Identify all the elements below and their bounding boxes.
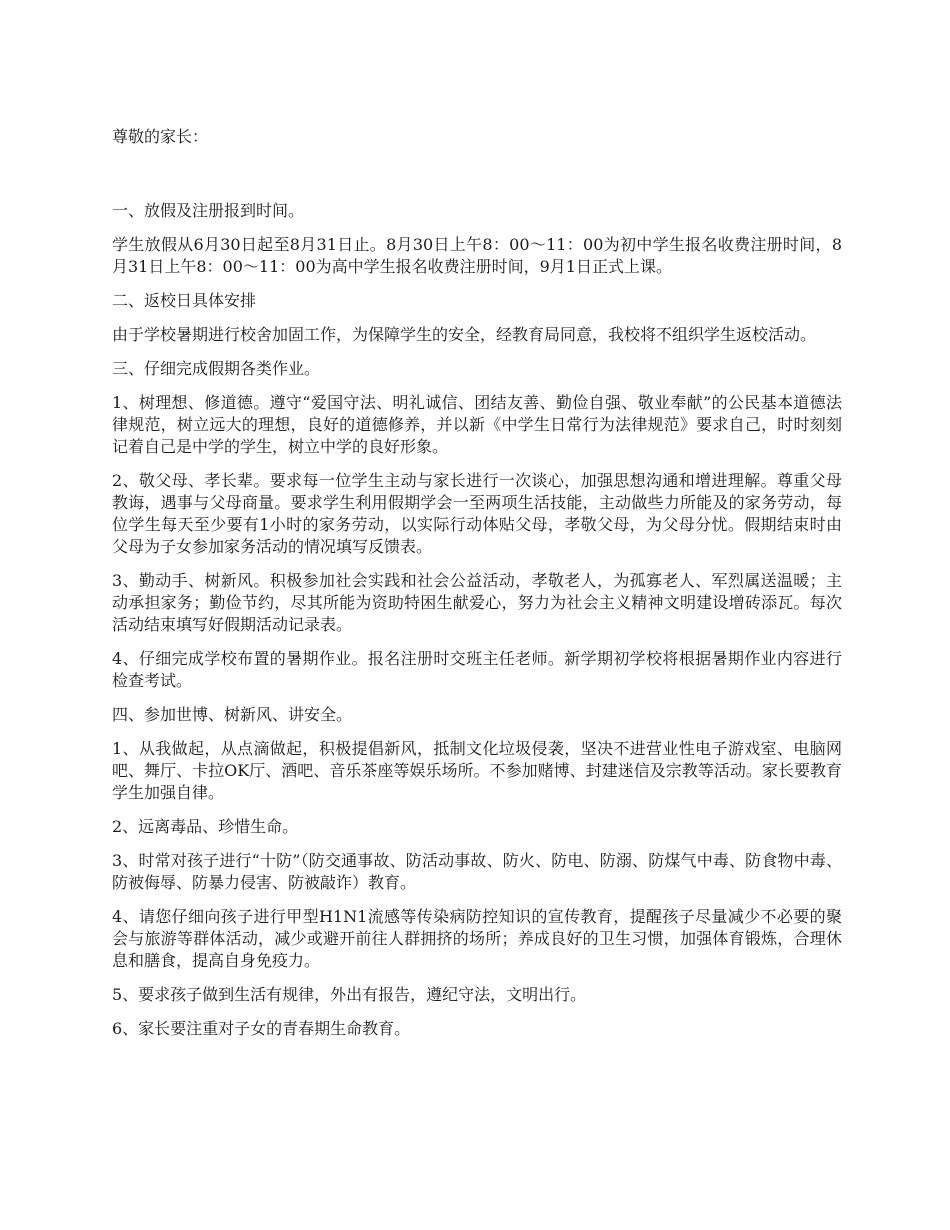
list-item: 2、远离毒品、珍惜生命。 (112, 817, 299, 836)
list-item: 5、要求孩子做到生活有规律，外出有报告，遵纪守法，文明出行。 (112, 985, 587, 1004)
paragraph: 学生放假从6月30日起至8月31日止。8月30日上午8：00～11：00为初中学生报名收费注册时间，8月31日上午8：00～11：00为高中学生报名收费注册时间，9月1日正式上课。 (112, 235, 842, 276)
list-item: 1、从我做起，从点滴做起，积极提倡新风，抵制文化垃圾侵袭，坚决不进营业性电子游戏室、电脑网吧、舞厅、卡拉OK厅、酒吧、音乐茶座等娱乐场所。不参加赌博、封建迷信及宗教等活动。家长要教育学生加强自律。 (112, 739, 842, 802)
section-heading-1: 一、放假及注册报到时间。 (112, 201, 305, 220)
list-item: 3、勤动手、树新风。积极参加社会实践和社会公益活动，孝敬老人，为孤寡老人、军烈属送温暖；主动承担家务；勤俭节约，尽其所能为资助特困生献爱心，努力为社会主义精神文明建设增砖添瓦。每次活动结束填写好假期活动记录表。 (112, 571, 842, 634)
list-item: 1、树理想、修道德。遵守“爱国守法、明礼诚信、团结友善、勤俭自强、敬业奉献”的公民基本道德法律规范，树立远大的理想，良好的道德修养，并以新《中学生日常行为法律规范》要求自己，时时刻刻记着自己是中学的学生，树立中学的良好形象。 (112, 393, 842, 456)
section-heading-4: 四、参加世博、树新风、讲安全。 (112, 705, 353, 724)
greeting: 尊敬的家长： (112, 127, 209, 146)
list-item: 6、家长要注重对子女的青春期生命教育。 (112, 1019, 411, 1038)
section-heading-3: 三、仔细完成假期各类作业。 (112, 359, 321, 378)
paragraph: 由于学校暑期进行校舍加固工作，为保障学生的安全，经教育局同意，我校将不组织学生返校活动。 (112, 325, 817, 344)
list-item: 4、请您仔细向孩子进行甲型H1N1流感等传染病防控知识的宣传教育，提醒孩子尽量减少不必要的聚会与旅游等群体活动，减少或避开前往人群拥挤的场所；养成良好的卫生习惯，加强体育锻炼，合理休息和膳食，提高自身免疫力。 (112, 907, 842, 970)
letter-body (112, 126, 842, 1052)
list-item: 4、仔细完成学校布置的暑期作业。报名注册时交班主任老师。新学期初学校将根据暑期作业内容进行检查考试。 (112, 649, 842, 690)
list-item: 2、敬父母、孝长辈。要求每一位学生主动与家长进行一次谈心，加强思想沟通和增进理解。尊重父母教诲，遇事与父母商量。要求学生利用假期学会一至两项生活技能，主动做些力所能及的家务劳动，每位学生每天至少要有1小时的家务劳动，以实际行动体贴父母，孝敬父母，为父母分忧。假期结束时由父母为子女参加家务活动的情况填写反馈表。 (112, 471, 842, 556)
section-heading-2: 二、返校日具体安排 (112, 291, 257, 310)
list-item: 3、时常对孩子进行“十防”（防交通事故、防活动事故、防火、防电、防溺、防煤气中毒、防食物中毒、防被侮辱、防暴力侵害、防被敲诈）教育。 (112, 851, 842, 892)
